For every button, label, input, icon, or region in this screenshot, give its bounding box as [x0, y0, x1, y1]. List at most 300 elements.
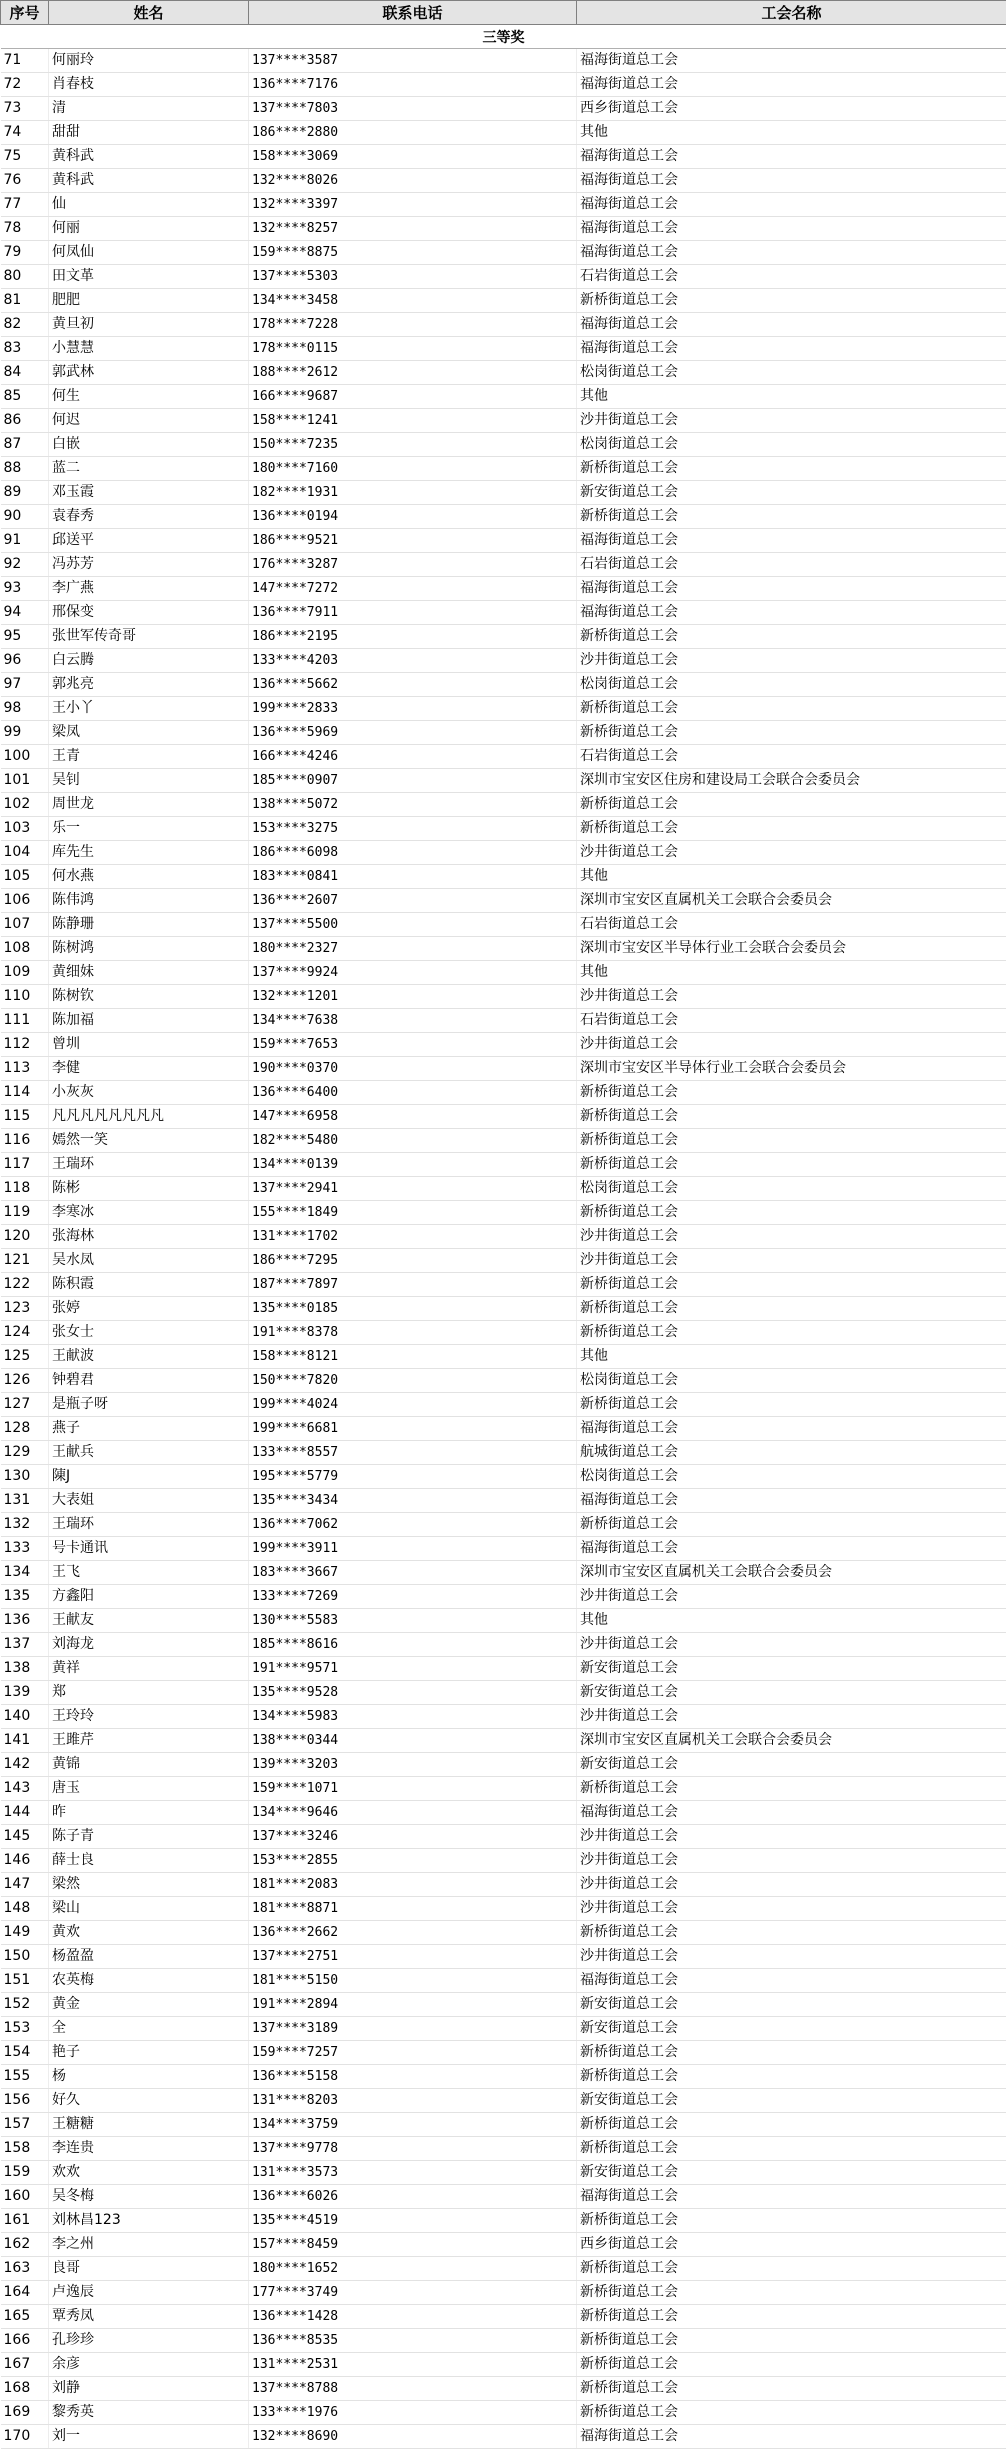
cell-name: 梁山: [49, 1897, 249, 1921]
table-row: [1, 769, 1006, 793]
cell-phone: 135****4519: [249, 2209, 577, 2233]
cell-no: 114: [1, 1081, 49, 1105]
cell-no: 72: [1, 73, 49, 97]
cell-union: 其他: [577, 385, 1006, 409]
cell-name: 乐一: [49, 817, 249, 841]
cell-phone: 136****0194: [249, 505, 577, 529]
table-row: [1, 1561, 1006, 1585]
table-row: [1, 385, 1006, 409]
cell-phone: 180****1652: [249, 2257, 577, 2281]
table-row: [1, 1897, 1006, 1921]
cell-union: 其他: [577, 121, 1006, 145]
cell-union: 深圳市宝安区半导体行业工会联合会委员会: [577, 937, 1006, 961]
cell-phone: 182****5480: [249, 1129, 577, 1153]
cell-phone: 137****7803: [249, 97, 577, 121]
cell-no: 144: [1, 1801, 49, 1825]
cell-name: 库先生: [49, 841, 249, 865]
table-row: [1, 1753, 1006, 1777]
cell-no: 145: [1, 1825, 49, 1849]
table-row: [1, 1681, 1006, 1705]
table-row: [1, 1441, 1006, 1465]
cell-phone: 186****7295: [249, 1249, 577, 1273]
table-row: [1, 1225, 1006, 1249]
cell-name: 王献友: [49, 1609, 249, 1633]
cell-phone: 157****8459: [249, 2233, 577, 2257]
table-row: [1, 1105, 1006, 1129]
cell-name: 小灰灰: [49, 1081, 249, 1105]
cell-phone: 166****9687: [249, 385, 577, 409]
cell-no: 82: [1, 313, 49, 337]
cell-no: 118: [1, 1177, 49, 1201]
cell-phone: 136****7176: [249, 73, 577, 97]
table-row: [1, 2377, 1006, 2401]
cell-no: 130: [1, 1465, 49, 1489]
cell-no: 142: [1, 1753, 49, 1777]
cell-phone: 131****1702: [249, 1225, 577, 1249]
cell-union: 新桥街道总工会: [577, 505, 1006, 529]
cell-no: 120: [1, 1225, 49, 1249]
cell-no: 138: [1, 1657, 49, 1681]
table-row: [1, 721, 1006, 745]
cell-no: 133: [1, 1537, 49, 1561]
cell-no: 147: [1, 1873, 49, 1897]
cell-union: 新桥街道总工会: [577, 1297, 1006, 1321]
cell-phone: 136****2662: [249, 1921, 577, 1945]
cell-phone: 187****7897: [249, 1273, 577, 1297]
cell-name: 余彦: [49, 2353, 249, 2377]
cell-phone: 159****7653: [249, 1033, 577, 1057]
cell-name: 刘林昌123: [49, 2209, 249, 2233]
cell-no: 160: [1, 2185, 49, 2209]
cell-union: 新桥街道总工会: [577, 1393, 1006, 1417]
cell-union: 新桥街道总工会: [577, 2377, 1006, 2401]
cell-no: 141: [1, 1729, 49, 1753]
cell-union: 航城街道总工会: [577, 1441, 1006, 1465]
cell-no: 109: [1, 961, 49, 985]
table-row: [1, 2257, 1006, 2281]
cell-union: 新桥街道总工会: [577, 1081, 1006, 1105]
cell-name: 吴水凤: [49, 1249, 249, 1273]
cell-no: 140: [1, 1705, 49, 1729]
cell-union: 福海街道总工会: [577, 529, 1006, 553]
cell-no: 85: [1, 385, 49, 409]
cell-no: 86: [1, 409, 49, 433]
cell-union: 松岗街道总工会: [577, 1465, 1006, 1489]
cell-name: 黄欢: [49, 1921, 249, 1945]
cell-no: 166: [1, 2329, 49, 2353]
cell-phone: 199****6681: [249, 1417, 577, 1441]
table-row: [1, 289, 1006, 313]
cell-phone: 138****0344: [249, 1729, 577, 1753]
cell-phone: 158****8121: [249, 1345, 577, 1369]
cell-no: 151: [1, 1969, 49, 1993]
cell-union: 新桥街道总工会: [577, 1201, 1006, 1225]
cell-no: 104: [1, 841, 49, 865]
cell-union: 新桥街道总工会: [577, 2209, 1006, 2233]
cell-union: 新安街道总工会: [577, 1657, 1006, 1681]
cell-phone: 132****1201: [249, 985, 577, 1009]
table-row: [1, 2041, 1006, 2065]
table-row: [1, 361, 1006, 385]
table-row: [1, 1009, 1006, 1033]
cell-union: 沙井街道总工会: [577, 1633, 1006, 1657]
cell-no: 88: [1, 457, 49, 481]
cell-name: 王献波: [49, 1345, 249, 1369]
cell-phone: 191****9571: [249, 1657, 577, 1681]
cell-phone: 181****2083: [249, 1873, 577, 1897]
table-row: [1, 1057, 1006, 1081]
cell-union: 新安街道总工会: [577, 1681, 1006, 1705]
table-row: [1, 1513, 1006, 1537]
cell-phone: 135****3434: [249, 1489, 577, 1513]
table-row: [1, 49, 1006, 73]
cell-name: 刘一: [49, 2425, 249, 2449]
cell-name: 王糖糖: [49, 2113, 249, 2137]
cell-union: 石岩街道总工会: [577, 553, 1006, 577]
cell-phone: 159****8875: [249, 241, 577, 265]
cell-name: 黄金: [49, 1993, 249, 2017]
cell-union: 沙井街道总工会: [577, 1897, 1006, 1921]
cell-union: 新桥街道总工会: [577, 2329, 1006, 2353]
table-row: [1, 433, 1006, 457]
cell-phone: 133****8557: [249, 1441, 577, 1465]
cell-union: 石岩街道总工会: [577, 745, 1006, 769]
cell-union: 沙井街道总工会: [577, 1849, 1006, 1873]
table-row: [1, 937, 1006, 961]
cell-union: 松岗街道总工会: [577, 1369, 1006, 1393]
cell-union: 新桥街道总工会: [577, 1153, 1006, 1177]
cell-phone: 134****0139: [249, 1153, 577, 1177]
cell-union: 福海街道总工会: [577, 145, 1006, 169]
cell-union: 沙井街道总工会: [577, 409, 1006, 433]
cell-union: 新安街道总工会: [577, 2017, 1006, 2041]
cell-name: 仙: [49, 193, 249, 217]
table-row: [1, 865, 1006, 889]
cell-name: 周世龙: [49, 793, 249, 817]
cell-union: 深圳市宝安区半导体行业工会联合会委员会: [577, 1057, 1006, 1081]
cell-name: 嫣然一笑: [49, 1129, 249, 1153]
cell-union: 其他: [577, 961, 1006, 985]
cell-no: 153: [1, 2017, 49, 2041]
cell-union: 松岗街道总工会: [577, 1177, 1006, 1201]
header-row: [1, 1, 1006, 25]
cell-union: 沙井街道总工会: [577, 1945, 1006, 1969]
cell-union: 新桥街道总工会: [577, 1513, 1006, 1537]
table-row: [1, 673, 1006, 697]
cell-no: 146: [1, 1849, 49, 1873]
cell-union: 新桥街道总工会: [577, 1105, 1006, 1129]
cell-union: 新桥街道总工会: [577, 2041, 1006, 2065]
cell-phone: 131****2531: [249, 2353, 577, 2377]
table-row: [1, 193, 1006, 217]
table-row: [1, 649, 1006, 673]
cell-no: 117: [1, 1153, 49, 1177]
cell-no: 154: [1, 2041, 49, 2065]
table-row: [1, 145, 1006, 169]
cell-name: 李健: [49, 1057, 249, 1081]
cell-phone: 131****3573: [249, 2161, 577, 2185]
cell-name: 袁春秀: [49, 505, 249, 529]
cell-no: 159: [1, 2161, 49, 2185]
cell-no: 99: [1, 721, 49, 745]
cell-no: 122: [1, 1273, 49, 1297]
table-row: [1, 313, 1006, 337]
cell-phone: 137****8788: [249, 2377, 577, 2401]
cell-union: 沙井街道总工会: [577, 1585, 1006, 1609]
table-row: [1, 1153, 1006, 1177]
cell-union: 福海街道总工会: [577, 193, 1006, 217]
cell-no: 139: [1, 1681, 49, 1705]
cell-name: 好久: [49, 2089, 249, 2113]
cell-union: 福海街道总工会: [577, 1969, 1006, 1993]
cell-name: 良哥: [49, 2257, 249, 2281]
table-row: [1, 1273, 1006, 1297]
cell-union: 其他: [577, 865, 1006, 889]
cell-phone: 199****3911: [249, 1537, 577, 1561]
cell-no: 135: [1, 1585, 49, 1609]
cell-union: 新桥街道总工会: [577, 697, 1006, 721]
cell-phone: 182****1931: [249, 481, 577, 505]
cell-name: 肖春枝: [49, 73, 249, 97]
cell-name: 陈子青: [49, 1825, 249, 1849]
cell-no: 96: [1, 649, 49, 673]
table-row: [1, 1657, 1006, 1681]
table-row: [1, 1369, 1006, 1393]
cell-phone: 155****1849: [249, 1201, 577, 1225]
cell-phone: 186****9521: [249, 529, 577, 553]
cell-union: 福海街道总工会: [577, 1417, 1006, 1441]
cell-phone: 135****0185: [249, 1297, 577, 1321]
cell-no: 77: [1, 193, 49, 217]
cell-phone: 130****5583: [249, 1609, 577, 1633]
cell-name: 田文革: [49, 265, 249, 289]
table-row: [1, 2353, 1006, 2377]
header-phone: 联系电话: [249, 1, 577, 25]
cell-union: 深圳市宝安区住房和建设局工会联合会委员会: [577, 769, 1006, 793]
cell-phone: 137****2751: [249, 1945, 577, 1969]
cell-phone: 135****9528: [249, 1681, 577, 1705]
cell-name: 卢逸辰: [49, 2281, 249, 2305]
cell-phone: 177****3749: [249, 2281, 577, 2305]
table-row: [1, 2305, 1006, 2329]
table-row: [1, 1033, 1006, 1057]
table-row: [1, 169, 1006, 193]
cell-union: 新桥街道总工会: [577, 2281, 1006, 2305]
cell-union: 新桥街道总工会: [577, 457, 1006, 481]
cell-union: 新安街道总工会: [577, 1753, 1006, 1777]
cell-no: 100: [1, 745, 49, 769]
cell-no: 71: [1, 49, 49, 73]
cell-no: 80: [1, 265, 49, 289]
cell-phone: 132****3397: [249, 193, 577, 217]
cell-phone: 137****3189: [249, 2017, 577, 2041]
cell-phone: 133****7269: [249, 1585, 577, 1609]
table-row: [1, 1609, 1006, 1633]
table-row: [1, 2185, 1006, 2209]
cell-name: 张世军传奇哥: [49, 625, 249, 649]
table-row: [1, 2281, 1006, 2305]
cell-no: 93: [1, 577, 49, 601]
cell-name: 何丽: [49, 217, 249, 241]
cell-name: 陳J: [49, 1465, 249, 1489]
cell-union: 福海街道总工会: [577, 169, 1006, 193]
cell-name: 王献兵: [49, 1441, 249, 1465]
cell-name: 梁然: [49, 1873, 249, 1897]
cell-no: 152: [1, 1993, 49, 2017]
cell-name: 燕子: [49, 1417, 249, 1441]
table-row: [1, 1321, 1006, 1345]
cell-no: 89: [1, 481, 49, 505]
cell-union: 福海街道总工会: [577, 2425, 1006, 2449]
cell-no: 119: [1, 1201, 49, 1225]
cell-union: 新桥街道总工会: [577, 1129, 1006, 1153]
cell-no: 98: [1, 697, 49, 721]
cell-phone: 180****7160: [249, 457, 577, 481]
cell-no: 90: [1, 505, 49, 529]
cell-union: 福海街道总工会: [577, 49, 1006, 73]
cell-union: 福海街道总工会: [577, 1801, 1006, 1825]
cell-phone: 181****5150: [249, 1969, 577, 1993]
section-title: 三等奖: [1, 25, 1006, 49]
table-row: [1, 1201, 1006, 1225]
cell-union: 福海街道总工会: [577, 2185, 1006, 2209]
cell-name: 李寒冰: [49, 1201, 249, 1225]
cell-name: 郭兆亮: [49, 673, 249, 697]
cell-union: 沙井街道总工会: [577, 1873, 1006, 1897]
cell-union: 福海街道总工会: [577, 601, 1006, 625]
cell-phone: 176****3287: [249, 553, 577, 577]
cell-no: 107: [1, 913, 49, 937]
cell-no: 87: [1, 433, 49, 457]
cell-phone: 166****4246: [249, 745, 577, 769]
cell-name: 陈积霞: [49, 1273, 249, 1297]
cell-name: 白云腾: [49, 649, 249, 673]
cell-no: 102: [1, 793, 49, 817]
cell-phone: 137****9924: [249, 961, 577, 985]
cell-name: 刘静: [49, 2377, 249, 2401]
cell-phone: 199****4024: [249, 1393, 577, 1417]
cell-name: 杨盈盈: [49, 1945, 249, 1969]
cell-union: 福海街道总工会: [577, 313, 1006, 337]
table-row: [1, 2161, 1006, 2185]
cell-name: 邱送平: [49, 529, 249, 553]
cell-name: 李之州: [49, 2233, 249, 2257]
table-row: [1, 985, 1006, 1009]
table-row: [1, 409, 1006, 433]
cell-phone: 199****2833: [249, 697, 577, 721]
cell-name: 黄细妹: [49, 961, 249, 985]
cell-no: 157: [1, 2113, 49, 2137]
table-row: [1, 1585, 1006, 1609]
table-row: [1, 121, 1006, 145]
cell-phone: 134****3759: [249, 2113, 577, 2137]
cell-name: 蓝二: [49, 457, 249, 481]
header-union: 工会名称: [577, 1, 1006, 25]
cell-name: 陈静珊: [49, 913, 249, 937]
table-row: [1, 73, 1006, 97]
cell-no: 134: [1, 1561, 49, 1585]
cell-union: 石岩街道总工会: [577, 913, 1006, 937]
cell-union: 沙井街道总工会: [577, 649, 1006, 673]
cell-name: 李广燕: [49, 577, 249, 601]
cell-union: 西乡街道总工会: [577, 97, 1006, 121]
cell-phone: 136****2607: [249, 889, 577, 913]
cell-union: 深圳市宝安区直属机关工会联合会委员会: [577, 889, 1006, 913]
table-row: [1, 1777, 1006, 1801]
cell-no: 73: [1, 97, 49, 121]
cell-name: 黄祥: [49, 1657, 249, 1681]
cell-union: 新桥街道总工会: [577, 2353, 1006, 2377]
table-row: [1, 1633, 1006, 1657]
table-row: [1, 1969, 1006, 1993]
cell-phone: 159****1071: [249, 1777, 577, 1801]
cell-phone: 137****3587: [249, 49, 577, 73]
table-row: [1, 1297, 1006, 1321]
cell-no: 156: [1, 2089, 49, 2113]
cell-union: 新桥街道总工会: [577, 1321, 1006, 1345]
cell-union: 沙井街道总工会: [577, 841, 1006, 865]
cell-phone: 134****9646: [249, 1801, 577, 1825]
cell-union: 新桥街道总工会: [577, 721, 1006, 745]
cell-union: 石岩街道总工会: [577, 1009, 1006, 1033]
cell-union: 新桥街道总工会: [577, 2257, 1006, 2281]
cell-no: 137: [1, 1633, 49, 1657]
cell-phone: 136****1428: [249, 2305, 577, 2329]
cell-no: 108: [1, 937, 49, 961]
cell-union: 新安街道总工会: [577, 481, 1006, 505]
cell-no: 132: [1, 1513, 49, 1537]
table-row: [1, 1129, 1006, 1153]
table-row: [1, 1345, 1006, 1369]
cell-union: 新桥街道总工会: [577, 289, 1006, 313]
cell-no: 124: [1, 1321, 49, 1345]
cell-phone: 188****2612: [249, 361, 577, 385]
table-row: [1, 1393, 1006, 1417]
cell-no: 121: [1, 1249, 49, 1273]
cell-phone: 132****8690: [249, 2425, 577, 2449]
table-row: [1, 817, 1006, 841]
cell-union: 新桥街道总工会: [577, 625, 1006, 649]
cell-name: 张海林: [49, 1225, 249, 1249]
cell-name: 黎秀英: [49, 2401, 249, 2425]
cell-phone: 181****8871: [249, 1897, 577, 1921]
table-row: [1, 1177, 1006, 1201]
cell-name: 何丽玲: [49, 49, 249, 73]
cell-phone: 191****2894: [249, 1993, 577, 2017]
table-row: [1, 2065, 1006, 2089]
cell-name: 何生: [49, 385, 249, 409]
cell-phone: 185****0907: [249, 769, 577, 793]
cell-union: 松岗街道总工会: [577, 673, 1006, 697]
table-row: [1, 2233, 1006, 2257]
cell-no: 76: [1, 169, 49, 193]
cell-phone: 139****3203: [249, 1753, 577, 1777]
cell-union: 新桥街道总工会: [577, 1273, 1006, 1297]
table-row: [1, 793, 1006, 817]
cell-no: 83: [1, 337, 49, 361]
cell-union: 沙井街道总工会: [577, 985, 1006, 1009]
cell-name: 大表姐: [49, 1489, 249, 1513]
cell-name: 张女士: [49, 1321, 249, 1345]
cell-phone: 183****0841: [249, 865, 577, 889]
cell-union: 松岗街道总工会: [577, 433, 1006, 457]
cell-phone: 186****6098: [249, 841, 577, 865]
cell-name: 邓玉霞: [49, 481, 249, 505]
cell-name: 吴钊: [49, 769, 249, 793]
table-row: [1, 1849, 1006, 1873]
header-name: 姓名: [49, 1, 249, 25]
cell-phone: 159****7257: [249, 2041, 577, 2065]
